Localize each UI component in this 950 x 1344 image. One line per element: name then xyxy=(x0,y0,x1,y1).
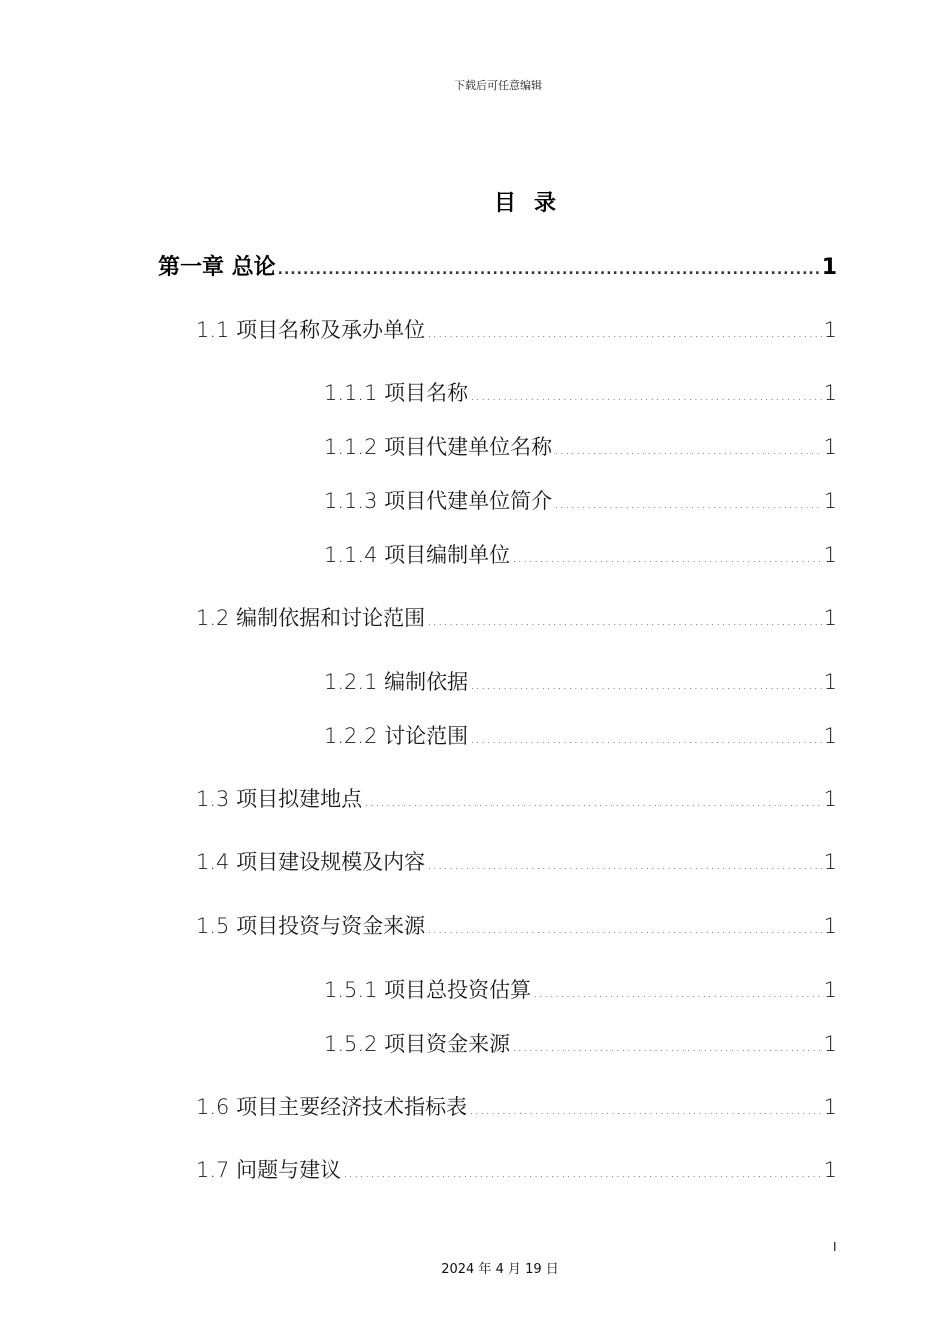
toc-entry-label: 1.5 项目投资与资金来源 xyxy=(196,914,426,938)
toc-entry-page: 1 xyxy=(823,850,837,874)
toc-entry-1-5-2[interactable] xyxy=(324,1028,837,1058)
toc-entry-1-4[interactable] xyxy=(196,846,837,876)
toc-entry-page: 1 xyxy=(823,381,837,405)
toc-entry-1-5-1[interactable] xyxy=(324,974,837,1004)
toc-entry-page: 1 xyxy=(823,318,837,342)
dot-leader xyxy=(427,921,822,937)
toc-entry-page: 1 xyxy=(823,1095,837,1119)
toc-entry-1-7[interactable] xyxy=(196,1154,837,1184)
toc-entry-label: 1.6 项目主要经济技术指标表 xyxy=(196,1095,468,1119)
toc-entry-1-1[interactable] xyxy=(196,314,837,344)
dot-leader xyxy=(533,985,822,1001)
toc-entry-label: 1.5.2 项目资金来源 xyxy=(324,1032,511,1056)
toc-entry-page: 1 xyxy=(823,914,837,938)
dot-leader xyxy=(470,388,822,404)
header-note: 下载后可任意编辑 xyxy=(454,79,542,92)
page-number-mark: I xyxy=(833,1240,837,1254)
toc-entry-page: 1 xyxy=(821,255,837,280)
toc-entry-label: 1.5.1 项目总投资估算 xyxy=(324,978,532,1002)
toc-entry-chapter-1[interactable] xyxy=(158,250,837,281)
toc-entry-page: 1 xyxy=(823,435,837,459)
dot-leader xyxy=(512,1039,822,1055)
toc-entry-page: 1 xyxy=(823,670,837,694)
toc-entry-page: 1 xyxy=(823,724,837,748)
dot-leader xyxy=(512,550,822,566)
toc-entry-1-2-1[interactable] xyxy=(324,666,837,696)
toc-entry-label: 1.1.1 项目名称 xyxy=(324,381,469,405)
dot-leader xyxy=(470,731,822,747)
toc-entry-1-1-4[interactable] xyxy=(324,539,837,569)
toc-entry-label: 1.3 项目拟建地点 xyxy=(196,787,363,811)
dot-leader xyxy=(364,794,822,810)
toc-entry-1-2[interactable] xyxy=(196,602,837,632)
toc-entry-label: 第一章 总论 xyxy=(158,255,276,280)
toc-entry-page: 1 xyxy=(823,489,837,513)
dot-leader xyxy=(469,1102,822,1118)
dot-leader xyxy=(343,1165,822,1181)
dot-leader xyxy=(427,325,822,341)
dot-leader xyxy=(470,677,822,693)
toc-entry-label: 1.1 项目名称及承办单位 xyxy=(196,318,426,342)
toc-entry-page: 1 xyxy=(823,1158,837,1182)
toc-entry-page: 1 xyxy=(823,1032,837,1056)
toc-entry-label: 1.1.3 项目代建单位简介 xyxy=(324,489,553,513)
toc-entry-label: 1.4 项目建设规模及内容 xyxy=(196,850,426,874)
toc-entry-1-2-2[interactable] xyxy=(324,720,837,750)
dot-leader xyxy=(554,496,822,512)
toc-entry-label: 1.2 编制依据和讨论范围 xyxy=(196,606,426,630)
toc-entry-1-1-1[interactable] xyxy=(324,377,837,407)
toc-entry-label: 1.2.2 讨论范围 xyxy=(324,724,469,748)
toc-entry-1-3[interactable] xyxy=(196,783,837,813)
toc-entry-page: 1 xyxy=(823,787,837,811)
toc-entry-label: 1.7 问题与建议 xyxy=(196,1158,342,1182)
toc-entry-1-6[interactable] xyxy=(196,1091,837,1121)
toc-title: 目录 xyxy=(493,191,574,216)
toc-entry-1-1-2[interactable] xyxy=(324,431,837,461)
toc-entry-page: 1 xyxy=(823,978,837,1002)
toc-entry-page: 1 xyxy=(823,543,837,567)
footer-date: 2024 年 4 月 19 日 xyxy=(441,1262,559,1277)
toc-entry-label: 1.1.4 项目编制单位 xyxy=(324,543,511,567)
toc-entry-1-1-3[interactable] xyxy=(324,485,837,515)
dot-leader xyxy=(554,442,822,458)
toc-entry-label: 1.1.2 项目代建单位名称 xyxy=(324,435,553,459)
dot-leader xyxy=(427,857,822,873)
dot-leader xyxy=(427,613,822,629)
toc-entry-page: 1 xyxy=(823,606,837,630)
toc-entry-1-5[interactable] xyxy=(196,910,837,940)
toc-entry-label: 1.2.1 编制依据 xyxy=(324,670,469,694)
dot-leader xyxy=(278,262,820,278)
